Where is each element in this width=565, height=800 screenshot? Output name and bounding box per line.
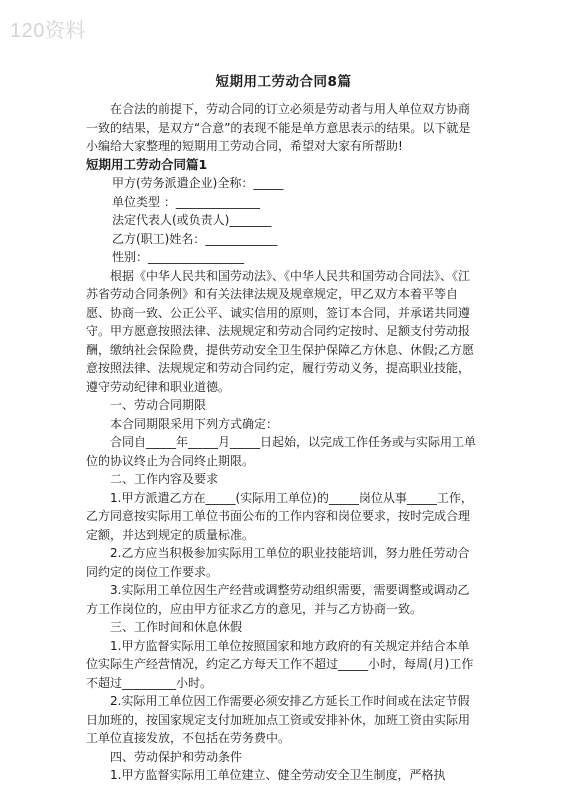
document-body — [86, 72, 481, 785]
basis-paragraph: 根据《中华人民共和国劳动法》、《中华人民共和国劳动合同法》、《江苏省劳动合同条例》和有关法律法规及规章规定，甲乙双方本着平等自愿、协商一致、公正公平、诚实信用的原则，签订本合同，并承诺共同遵守。甲方愿意按照法律、法规规定和劳动合同约定按时、足额支付劳动报酬，缴纳社会保险费，提供劳动安全卫生保护保障乙方休息、休假;乙方愿意按照法律、法规规定和劳动合同约定，履行劳动义务，提高职业技能，遵守劳动纪律和职业道德。 — [86, 268, 475, 394]
work-paragraph-2: 2.乙方应当积极参加实际用工单位的职业技能培训，努力胜任劳动合同约定的岗位工作要求。 — [86, 546, 470, 579]
protection-paragraph-1: 1.甲方监督实际用工单位建立、健全劳动安全卫生制度，严格执 — [110, 768, 446, 782]
work-paragraph-1: 1.甲方派遣乙方在_____(实际用工单位)的_____岗位从事_____工作，乙方同意按实际用工单位书面公布的工作内容和岗位要求，按时完成合理定额，并达到规定的质量标准。 — [86, 490, 473, 542]
field-gender: 性别：________________ — [112, 250, 245, 264]
work-paragraph-3: 3.实际用工单位因生产经营或调整劳动组织需要，需要调整或调动乙方工作岗位的，应由甲方征求乙方的意见，并与乙方协商一致。 — [86, 583, 470, 616]
watermark: 120资料 — [10, 20, 86, 42]
field-party-b-name: 乙方(职工)姓名：____________ — [112, 231, 278, 246]
section-title: 短期用工劳动合同篇1 — [86, 156, 208, 172]
term-paragraph-1: 本合同期限采用下列方式确定： — [110, 416, 279, 431]
section-heading-hours: 三、工作时间和休息休假 — [110, 620, 243, 634]
intro-paragraph: 在合法的前提下，劳动合同的订立必须是劳动者与用人单位双方协商一致的结果，是双方“合意”的表现不能是单方意思表示的结果。以下就是小编给大家整理的短期用工劳动合同，希望对大家有所帮助! — [86, 102, 471, 153]
field-party-a: 甲方(劳务派遣企业)全称：_____ — [112, 176, 284, 190]
field-unit-type: 单位类型 ：______________ — [112, 194, 260, 209]
section-heading-protection: 四、劳动保护和劳动条件 — [110, 749, 243, 764]
section-heading-work: 二、工作内容及要求 — [110, 472, 219, 486]
section-heading-term: 一、劳动合同期限 — [110, 398, 207, 412]
term-paragraph-2: 合同自_____年_____月_____日起始，以完成工作任务或与实际用工单位的协议终止为合同终止期限。 — [86, 435, 477, 468]
hours-paragraph-2: 2.实际用工单位因工作需要必须安排乙方延长工作时间或在法定节假日加班的，按国家规定支付加班加点工资或安排补休，加班工资由实际用工单位直接发放，不包括在劳务费中。 — [86, 694, 471, 745]
field-legal-rep: 法定代表人(或负责人)_______ — [112, 213, 272, 227]
hours-paragraph-1: 1.甲方监督实际用工单位按照国家和地方政府的有关规定并结合本单位实际生产经营情况，约定乙方每天工作不超过_____小时，每周(月)工作不超过_________小时。 — [86, 638, 474, 690]
document-title: 短期用工劳动合同8篇 — [215, 74, 352, 90]
